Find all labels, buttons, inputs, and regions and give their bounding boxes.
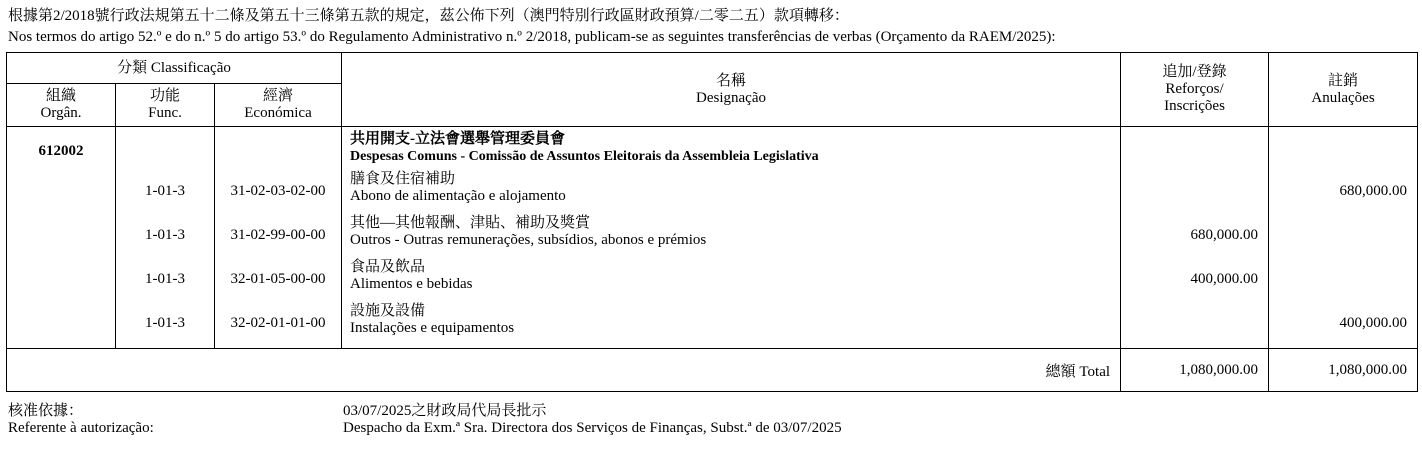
- header-func: 功能 Func.: [116, 84, 215, 127]
- authorization-value: 03/07/2025之財政局代局長批示 Despacho da Exm.ª Sra. Directora dos Serviços de Finanças, Subst.ª de 03/07/2025: [343, 403, 842, 436]
- row-anul-2: [1269, 259, 1407, 303]
- transfer-table: [6, 52, 1418, 392]
- row-econ-3: 32-02-01-01-00: [230, 315, 326, 331]
- designation-column: [342, 127, 1121, 349]
- row-anul-1: [1269, 215, 1407, 259]
- organ-cell: [7, 127, 116, 349]
- row-anul-3: 400,000.00: [1339, 315, 1408, 331]
- row-desc-1: 其他—其他報酬、津貼、補助及獎賞 Outros - Outras remunerações, subsídios, abonos e prémios: [350, 215, 707, 248]
- row-desc-2: 食品及飲品 Alimentos e bebidas: [350, 259, 473, 292]
- row-func-3: 1-01-3: [145, 315, 185, 331]
- header-designacao: 名稱 Designação: [342, 53, 1121, 127]
- row-econ-1: 31-02-99-00-00: [230, 227, 326, 243]
- authorization-label: 核准依據： Referente à autorização:: [8, 403, 154, 436]
- header-organ: 組織 Orgân.: [7, 84, 116, 127]
- header-econ: 經濟 Económica: [215, 84, 342, 127]
- total-reforcos: 1,080,000.00: [1121, 349, 1269, 392]
- row-anul-0: 680,000.00: [1339, 183, 1408, 199]
- row-desc-3: 設施及設備 Instalações e equipamentos: [350, 303, 515, 336]
- func-column: [116, 127, 215, 349]
- total-label: 總額 Total: [7, 349, 1121, 392]
- row-desc-0: 膳食及住宿補助 Abono de alimentação e alojamento: [350, 171, 566, 204]
- section-title: 共用開支-立法會選舉管理委員會 Despesas Comuns - Comissão de Assuntos Eleitorais da Assembleia Legislativa: [350, 131, 819, 164]
- total-anulacoes: 1,080,000.00: [1269, 349, 1418, 392]
- intro-text-zh: 根據第2/2018號行政法規第五十二條及第五十三條第五款的規定，茲公佈下列（澳門特別行政區財政預算/二零二五）款項轉移：: [8, 8, 849, 24]
- row-econ-0: 31-02-03-02-00: [230, 183, 326, 199]
- row-func-0: 1-01-3: [145, 183, 185, 199]
- row-ref-0: [1121, 171, 1258, 215]
- row-func-2: 1-01-3: [145, 271, 185, 287]
- intro-text-pt: Nos termos do artigo 52.º e do n.º 5 do artigo 53.º do Regulamento Administrativo n.º 2/2018, publicam-se as seguintes transferências de verbas (Orçamento da RAEM/2025):: [8, 29, 1056, 45]
- reforcos-column: [1121, 127, 1269, 349]
- row-func-1: 1-01-3: [145, 227, 185, 243]
- row-ref-3: [1121, 303, 1258, 347]
- row-ref-2: 400,000.00: [1190, 271, 1259, 287]
- econ-column: [215, 127, 342, 349]
- header-classificacao: 分類 Classificação: [7, 53, 342, 84]
- anulacoes-column: [1269, 127, 1418, 349]
- row-econ-2: 32-01-05-00-00: [230, 271, 326, 287]
- organ-code: 612002: [38, 143, 84, 159]
- header-anulacoes: 註銷 Anulações: [1269, 53, 1418, 127]
- row-ref-1: 680,000.00: [1190, 227, 1259, 243]
- header-reforcos: 追加/登錄 Reforços/ Inscrições: [1121, 53, 1269, 127]
